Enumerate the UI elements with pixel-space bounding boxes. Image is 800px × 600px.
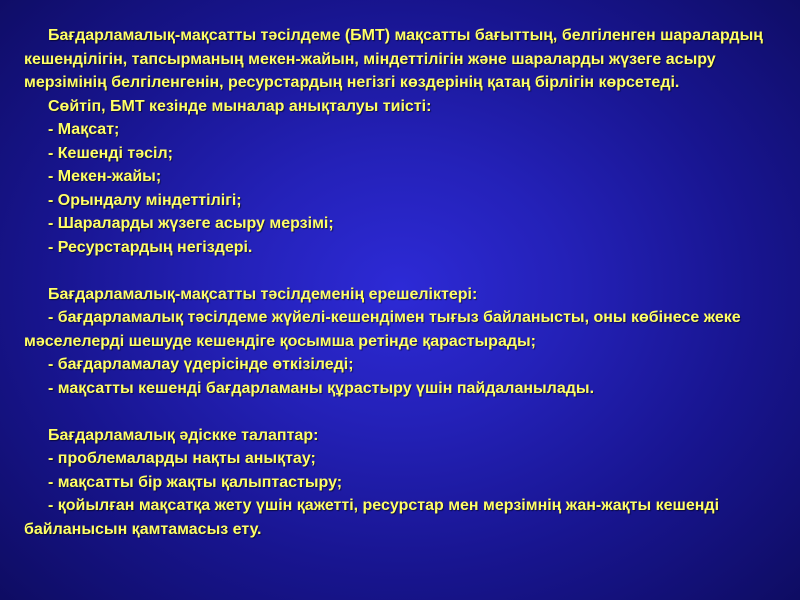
list-item: - қойылған мақсатқа жету үшін қажетті, ресурстар мен мерзімнің жан-жақты кешенді байланысын қамтамасыз ету. [24,497,720,538]
list-item: - мақсатты бір жақты қалыптастыру; [48,473,343,491]
list-item: - бағдарламалық тәсілдеме жүйелі-кешендімен тығыз байланысты, оны көбінесе жеке мәселелерді шешуде кешендіге қосымша ретінде қарастырады; [24,309,741,350]
list-item: - Кешенді тәсіл; [48,144,173,162]
list-item: - мақсатты кешенді бағдарламаны құрастыру үшін пайдаланылады. [48,379,595,397]
requirements-heading: Бағдарламалық әдіскке талаптар: [48,426,319,444]
list-item: - бағдарламалау үдерісінде өткізіледі; [48,356,354,373]
list-item: - Орындалу міндеттілігі; [48,191,242,209]
definition-paragraph: Бағдарламалық-мақсатты тәсілдеме (БМТ) мақсатты бағыттың, белгіленген шаралардың кешенділігін, тапсырманың мекен-жайын, міндеттілігін және шараларды жүзеге асыру мерзімінің белгіленгенін, ресурстардың негізгі көздерінің қатаң бірлігін көрсетеді. [24,27,763,91]
spacer [24,400,780,424]
features-heading: Бағдарламалық-мақсатты тәсілдеменің ерешеліктері: [48,285,478,303]
list-item: - проблемаларды нақты анықтау; [48,450,316,467]
slide-text-body [24,24,780,541]
list-item: - Ресурстардың негіздері. [48,238,253,256]
list-item: - Мекен-жайы; [48,168,162,185]
spacer [24,259,780,283]
list-item: - Мақсат; [48,121,120,138]
requirements-intro: Сөйтіп, БМТ кезінде мыналар анықталуы тиісті: [48,97,432,115]
list-item: - Шараларды жүзеге асыру мерзімі; [48,215,334,232]
